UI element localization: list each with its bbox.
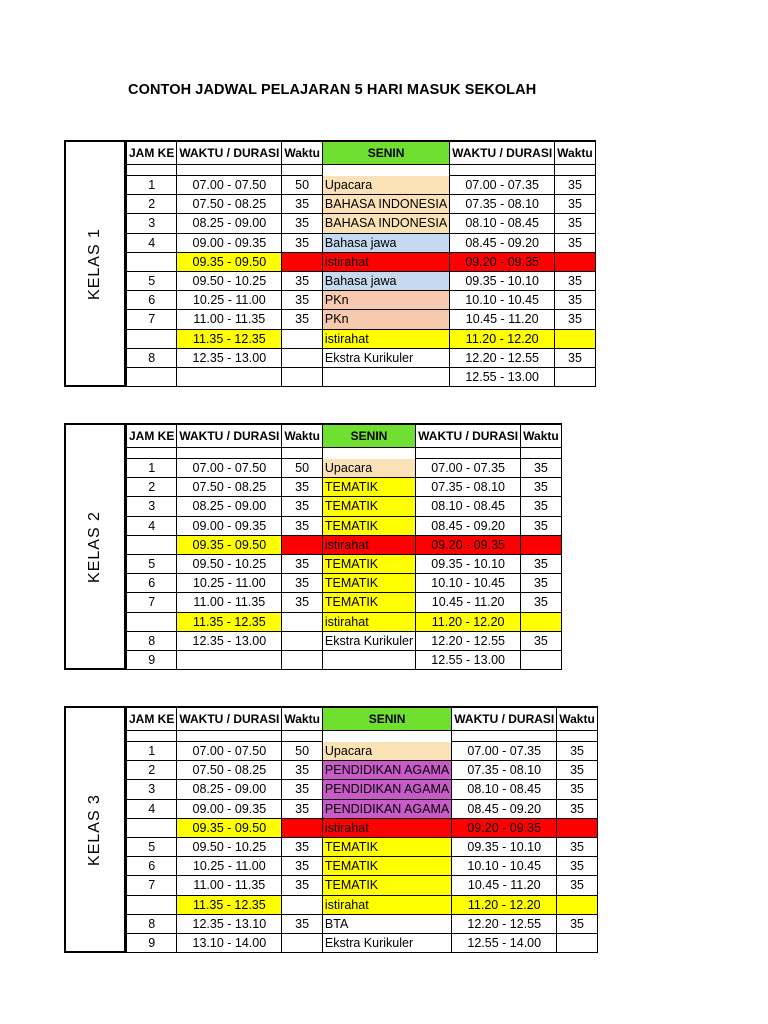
column-header: WAKTU / DURASI bbox=[177, 141, 282, 165]
cell-d2: 35 bbox=[521, 459, 562, 478]
cell-subj: Upacara bbox=[322, 176, 449, 195]
cell-jam: 1 bbox=[127, 176, 177, 195]
cell-waktu: 10.25 - 11.00 bbox=[177, 574, 282, 593]
cell-waktu: 09.50 - 10.25 bbox=[177, 554, 282, 573]
table-row bbox=[127, 895, 598, 914]
cell-jam: 2 bbox=[127, 195, 177, 214]
cell-subj: TEMATIK bbox=[322, 837, 451, 856]
cell-w2: 12.20 - 12.55 bbox=[452, 914, 557, 933]
cell-waktu: 07.00 - 07.50 bbox=[177, 742, 282, 761]
cell-waktu: 08.25 - 09.00 bbox=[177, 780, 282, 799]
cell-w2: 07.35 - 08.10 bbox=[450, 195, 555, 214]
cell-d2: 35 bbox=[521, 631, 562, 650]
spacer-row bbox=[127, 448, 562, 459]
cell-jam: 7 bbox=[127, 876, 177, 895]
cell-dur: 35 bbox=[282, 291, 323, 310]
cell-w2: 08.45 - 09.20 bbox=[450, 233, 555, 252]
column-header: Waktu bbox=[282, 707, 323, 731]
cell-dur: 35 bbox=[282, 233, 323, 252]
cell-dur bbox=[282, 895, 323, 914]
cell-jam: 9 bbox=[127, 650, 177, 669]
cell-dur: 35 bbox=[282, 497, 323, 516]
cell-jam bbox=[127, 367, 177, 386]
column-header: WAKTU / DURASI bbox=[177, 707, 282, 731]
cell-w2: 07.00 - 07.35 bbox=[416, 459, 521, 478]
column-header: Waktu bbox=[282, 424, 323, 448]
cell-waktu: 11.35 - 12.35 bbox=[177, 895, 282, 914]
cell-subj: Ekstra Kurikuler bbox=[322, 631, 415, 650]
cell-w2: 11.20 - 12.20 bbox=[452, 895, 557, 914]
cell-d2: 35 bbox=[557, 914, 598, 933]
table-row bbox=[127, 857, 598, 876]
cell-waktu: 07.00 - 07.50 bbox=[177, 459, 282, 478]
column-header: Waktu bbox=[555, 141, 596, 165]
cell-waktu: 09.00 - 09.35 bbox=[177, 799, 282, 818]
cell-subj: TEMATIK bbox=[322, 574, 415, 593]
table-row bbox=[127, 933, 598, 952]
cell-jam: 7 bbox=[127, 593, 177, 612]
cell-dur: 50 bbox=[282, 176, 323, 195]
cell-subj: istirahat bbox=[322, 329, 449, 348]
cell-subj: Upacara bbox=[322, 459, 415, 478]
cell-w2: 10.10 - 10.45 bbox=[416, 574, 521, 593]
cell-d2: 35 bbox=[521, 497, 562, 516]
cell-subj bbox=[322, 650, 415, 669]
cell-w2: 08.10 - 08.45 bbox=[416, 497, 521, 516]
cell-w2: 08.45 - 09.20 bbox=[416, 516, 521, 535]
cell-d2: 35 bbox=[557, 837, 598, 856]
cell-dur bbox=[282, 367, 323, 386]
cell-dur: 35 bbox=[282, 478, 323, 497]
cell-dur: 35 bbox=[282, 554, 323, 573]
cell-dur bbox=[282, 329, 323, 348]
header-row bbox=[127, 424, 562, 448]
cell-d2: 35 bbox=[555, 348, 596, 367]
cell-jam: 6 bbox=[127, 574, 177, 593]
cell-w2: 09.20 - 09.35 bbox=[450, 252, 555, 271]
cell-waktu: 10.25 - 11.00 bbox=[177, 291, 282, 310]
cell-dur: 35 bbox=[282, 780, 323, 799]
cell-waktu: 07.50 - 08.25 bbox=[177, 478, 282, 497]
cell-w2: 12.55 - 14.00 bbox=[452, 933, 557, 952]
cell-dur: 35 bbox=[282, 574, 323, 593]
cell-waktu: 13.10 - 14.00 bbox=[177, 933, 282, 952]
column-header: JAM KE bbox=[127, 707, 177, 731]
cell-subj: TEMATIK bbox=[322, 478, 415, 497]
class-label-text: KELAS 2 bbox=[86, 510, 103, 583]
cell-dur bbox=[282, 535, 323, 554]
cell-waktu: 07.00 - 07.50 bbox=[177, 176, 282, 195]
cell-subj: PKn bbox=[322, 291, 449, 310]
cell-w2: 09.35 - 10.10 bbox=[450, 271, 555, 290]
cell-d2: 35 bbox=[555, 271, 596, 290]
cell-waktu: 07.50 - 08.25 bbox=[177, 761, 282, 780]
cell-subj: PENDIDIKAN AGAMA bbox=[322, 761, 451, 780]
cell-d2: 35 bbox=[521, 554, 562, 573]
table-row bbox=[127, 478, 562, 497]
cell-dur: 35 bbox=[282, 857, 323, 876]
cell-waktu: 11.00 - 11.35 bbox=[177, 310, 282, 329]
cell-subj: istirahat bbox=[322, 535, 415, 554]
cell-dur bbox=[282, 818, 323, 837]
cell-subj: TEMATIK bbox=[322, 497, 415, 516]
header-row bbox=[127, 141, 596, 165]
column-header: JAM KE bbox=[127, 424, 177, 448]
cell-d2: 35 bbox=[555, 310, 596, 329]
column-header: JAM KE bbox=[127, 141, 177, 165]
table-row bbox=[127, 291, 596, 310]
cell-d2: 35 bbox=[555, 214, 596, 233]
cell-d2 bbox=[555, 329, 596, 348]
cell-jam: 8 bbox=[127, 348, 177, 367]
class-label bbox=[64, 140, 126, 387]
cell-w2: 10.10 - 10.45 bbox=[450, 291, 555, 310]
table-row bbox=[127, 516, 562, 535]
cell-w2: 07.35 - 08.10 bbox=[452, 761, 557, 780]
class-label-text: KELAS 3 bbox=[86, 793, 103, 866]
cell-jam: 5 bbox=[127, 837, 177, 856]
cell-waktu: 09.35 - 09.50 bbox=[177, 818, 282, 837]
cell-subj: istirahat bbox=[322, 818, 451, 837]
table-row bbox=[127, 329, 596, 348]
table-row bbox=[127, 176, 596, 195]
cell-dur: 35 bbox=[282, 799, 323, 818]
cell-waktu: 12.35 - 13.00 bbox=[177, 631, 282, 650]
cell-d2: 35 bbox=[555, 195, 596, 214]
cell-d2: 35 bbox=[521, 593, 562, 612]
cell-subj: istirahat bbox=[322, 612, 415, 631]
cell-dur bbox=[282, 252, 323, 271]
cell-jam: 6 bbox=[127, 857, 177, 876]
cell-d2 bbox=[557, 818, 598, 837]
table-row bbox=[127, 348, 596, 367]
class-label bbox=[64, 423, 126, 670]
cell-d2: 35 bbox=[555, 233, 596, 252]
table-row bbox=[127, 214, 596, 233]
cell-d2: 35 bbox=[557, 799, 598, 818]
cell-w2: 07.00 - 07.35 bbox=[450, 176, 555, 195]
column-header: WAKTU / DURASI bbox=[450, 141, 555, 165]
header-row bbox=[127, 707, 598, 731]
column-header: SENIN bbox=[322, 424, 415, 448]
cell-waktu: 09.00 - 09.35 bbox=[177, 233, 282, 252]
cell-jam: 2 bbox=[127, 478, 177, 497]
cell-subj: TEMATIK bbox=[322, 554, 415, 573]
table-row bbox=[127, 554, 562, 573]
cell-waktu: 09.50 - 10.25 bbox=[177, 271, 282, 290]
cell-d2: 35 bbox=[557, 857, 598, 876]
cell-d2 bbox=[557, 895, 598, 914]
column-header: Waktu bbox=[557, 707, 598, 731]
cell-jam: 5 bbox=[127, 554, 177, 573]
cell-d2: 35 bbox=[555, 291, 596, 310]
cell-jam: 4 bbox=[127, 233, 177, 252]
cell-w2: 11.20 - 12.20 bbox=[450, 329, 555, 348]
cell-jam: 2 bbox=[127, 761, 177, 780]
cell-waktu: 08.25 - 09.00 bbox=[177, 214, 282, 233]
cell-jam: 3 bbox=[127, 214, 177, 233]
cell-w2: 10.45 - 11.20 bbox=[452, 876, 557, 895]
class-label bbox=[64, 706, 126, 953]
column-header: Waktu bbox=[282, 141, 323, 165]
cell-subj: TEMATIK bbox=[322, 593, 415, 612]
cell-d2: 35 bbox=[557, 780, 598, 799]
cell-dur bbox=[282, 933, 323, 952]
table-row bbox=[127, 780, 598, 799]
cell-d2: 35 bbox=[521, 516, 562, 535]
cell-w2: 11.20 - 12.20 bbox=[416, 612, 521, 631]
column-header: WAKTU / DURASI bbox=[452, 707, 557, 731]
cell-jam bbox=[127, 252, 177, 271]
column-header: WAKTU / DURASI bbox=[416, 424, 521, 448]
cell-subj: Bahasa jawa bbox=[322, 233, 449, 252]
table-row bbox=[127, 914, 598, 933]
table-row bbox=[127, 497, 562, 516]
cell-w2: 08.10 - 08.45 bbox=[452, 780, 557, 799]
column-header: WAKTU / DURASI bbox=[177, 424, 282, 448]
cell-dur bbox=[282, 612, 323, 631]
cell-jam: 1 bbox=[127, 459, 177, 478]
cell-jam: 4 bbox=[127, 516, 177, 535]
cell-waktu: 12.35 - 13.00 bbox=[177, 348, 282, 367]
table-row bbox=[127, 271, 596, 290]
cell-subj: PENDIDIKAN AGAMA bbox=[322, 780, 451, 799]
table-row bbox=[127, 195, 596, 214]
table-row bbox=[127, 799, 598, 818]
table-row bbox=[127, 818, 598, 837]
cell-w2: 08.45 - 09.20 bbox=[452, 799, 557, 818]
column-header: Waktu bbox=[521, 424, 562, 448]
cell-subj: PENDIDIKAN AGAMA bbox=[322, 799, 451, 818]
cell-d2: 35 bbox=[557, 742, 598, 761]
table-row bbox=[127, 742, 598, 761]
cell-subj: BAHASA INDONESIA bbox=[322, 214, 449, 233]
cell-w2: 07.00 - 07.35 bbox=[452, 742, 557, 761]
cell-d2: 35 bbox=[555, 176, 596, 195]
cell-w2: 10.45 - 11.20 bbox=[450, 310, 555, 329]
cell-waktu bbox=[177, 367, 282, 386]
cell-jam: 5 bbox=[127, 271, 177, 290]
column-header: SENIN bbox=[322, 707, 451, 731]
cell-dur: 35 bbox=[282, 271, 323, 290]
cell-jam bbox=[127, 612, 177, 631]
cell-subj: Upacara bbox=[322, 742, 451, 761]
cell-w2: 12.20 - 12.55 bbox=[416, 631, 521, 650]
cell-waktu: 07.50 - 08.25 bbox=[177, 195, 282, 214]
cell-jam: 7 bbox=[127, 310, 177, 329]
cell-jam: 6 bbox=[127, 291, 177, 310]
cell-w2: 12.55 - 13.00 bbox=[416, 650, 521, 669]
cell-dur: 35 bbox=[282, 516, 323, 535]
table-row bbox=[127, 876, 598, 895]
cell-subj: TEMATIK bbox=[322, 857, 451, 876]
cell-waktu: 09.00 - 09.35 bbox=[177, 516, 282, 535]
class-label-text: KELAS 1 bbox=[86, 227, 103, 300]
cell-subj: istirahat bbox=[322, 895, 451, 914]
cell-waktu: 12.35 - 13.10 bbox=[177, 914, 282, 933]
cell-w2: 09.35 - 10.10 bbox=[452, 837, 557, 856]
cell-dur: 50 bbox=[282, 742, 323, 761]
cell-dur: 35 bbox=[282, 310, 323, 329]
cell-subj: BAHASA INDONESIA bbox=[322, 195, 449, 214]
cell-d2 bbox=[521, 650, 562, 669]
table-row bbox=[127, 574, 562, 593]
cell-d2: 35 bbox=[557, 876, 598, 895]
cell-waktu bbox=[177, 650, 282, 669]
cell-jam: 3 bbox=[127, 780, 177, 799]
cell-jam: 9 bbox=[127, 933, 177, 952]
cell-waktu: 08.25 - 09.00 bbox=[177, 497, 282, 516]
cell-subj: PKn bbox=[322, 310, 449, 329]
cell-waktu: 09.35 - 09.50 bbox=[177, 252, 282, 271]
cell-d2: 35 bbox=[557, 761, 598, 780]
cell-subj: Bahasa jawa bbox=[322, 271, 449, 290]
cell-dur: 35 bbox=[282, 876, 323, 895]
cell-jam: 3 bbox=[127, 497, 177, 516]
table-row bbox=[127, 612, 562, 631]
cell-waktu: 11.00 - 11.35 bbox=[177, 876, 282, 895]
cell-w2: 12.20 - 12.55 bbox=[450, 348, 555, 367]
table-row bbox=[127, 252, 596, 271]
cell-jam: 4 bbox=[127, 799, 177, 818]
cell-d2: 35 bbox=[521, 574, 562, 593]
table-row bbox=[127, 761, 598, 780]
cell-w2: 07.35 - 08.10 bbox=[416, 478, 521, 497]
cell-d2 bbox=[521, 535, 562, 554]
cell-jam: 8 bbox=[127, 914, 177, 933]
cell-subj: TEMATIK bbox=[322, 516, 415, 535]
cell-waktu: 11.35 - 12.35 bbox=[177, 612, 282, 631]
table-row bbox=[127, 535, 562, 554]
page-title: CONTOH JADWAL PELAJARAN 5 HARI MASUK SEKOLAH bbox=[128, 82, 537, 98]
cell-waktu: 11.00 - 11.35 bbox=[177, 593, 282, 612]
cell-w2: 09.20 - 09.35 bbox=[416, 535, 521, 554]
cell-d2 bbox=[521, 612, 562, 631]
spacer-row bbox=[127, 165, 596, 176]
cell-w2: 08.10 - 08.45 bbox=[450, 214, 555, 233]
cell-dur: 50 bbox=[282, 459, 323, 478]
table-row bbox=[127, 233, 596, 252]
cell-subj: BTA bbox=[322, 914, 451, 933]
cell-waktu: 10.25 - 11.00 bbox=[177, 857, 282, 876]
cell-w2: 09.20 - 09.35 bbox=[452, 818, 557, 837]
cell-w2: 12.55 - 13.00 bbox=[450, 367, 555, 386]
cell-dur bbox=[282, 650, 323, 669]
cell-dur: 35 bbox=[282, 214, 323, 233]
schedule-table bbox=[126, 706, 598, 953]
cell-d2: 35 bbox=[521, 478, 562, 497]
cell-dur: 35 bbox=[282, 195, 323, 214]
cell-w2: 10.10 - 10.45 bbox=[452, 857, 557, 876]
cell-w2: 10.45 - 11.20 bbox=[416, 593, 521, 612]
cell-dur: 35 bbox=[282, 761, 323, 780]
spacer-row bbox=[127, 731, 598, 742]
schedule-table bbox=[126, 140, 596, 387]
cell-dur bbox=[282, 631, 323, 650]
cell-dur: 35 bbox=[282, 837, 323, 856]
cell-jam bbox=[127, 535, 177, 554]
table-row bbox=[127, 310, 596, 329]
table-row bbox=[127, 837, 598, 856]
table-row bbox=[127, 367, 596, 386]
cell-jam: 1 bbox=[127, 742, 177, 761]
cell-dur: 35 bbox=[282, 914, 323, 933]
table-row bbox=[127, 459, 562, 478]
cell-waktu: 09.50 - 10.25 bbox=[177, 837, 282, 856]
table-row bbox=[127, 593, 562, 612]
cell-jam bbox=[127, 818, 177, 837]
cell-subj bbox=[322, 367, 449, 386]
cell-subj: Ekstra Kurikuler bbox=[322, 933, 451, 952]
cell-subj: Ekstra Kurikuler bbox=[322, 348, 449, 367]
cell-dur: 35 bbox=[282, 593, 323, 612]
schedule-table bbox=[126, 423, 562, 670]
cell-jam bbox=[127, 329, 177, 348]
cell-jam: 8 bbox=[127, 631, 177, 650]
cell-subj: istirahat bbox=[322, 252, 449, 271]
cell-w2: 09.35 - 10.10 bbox=[416, 554, 521, 573]
cell-d2 bbox=[557, 933, 598, 952]
table-row bbox=[127, 650, 562, 669]
cell-subj: TEMATIK bbox=[322, 876, 451, 895]
cell-jam bbox=[127, 895, 177, 914]
column-header: SENIN bbox=[322, 141, 449, 165]
cell-waktu: 11.35 - 12.35 bbox=[177, 329, 282, 348]
cell-d2 bbox=[555, 252, 596, 271]
cell-dur bbox=[282, 348, 323, 367]
cell-waktu: 09.35 - 09.50 bbox=[177, 535, 282, 554]
cell-d2 bbox=[555, 367, 596, 386]
table-row bbox=[127, 631, 562, 650]
